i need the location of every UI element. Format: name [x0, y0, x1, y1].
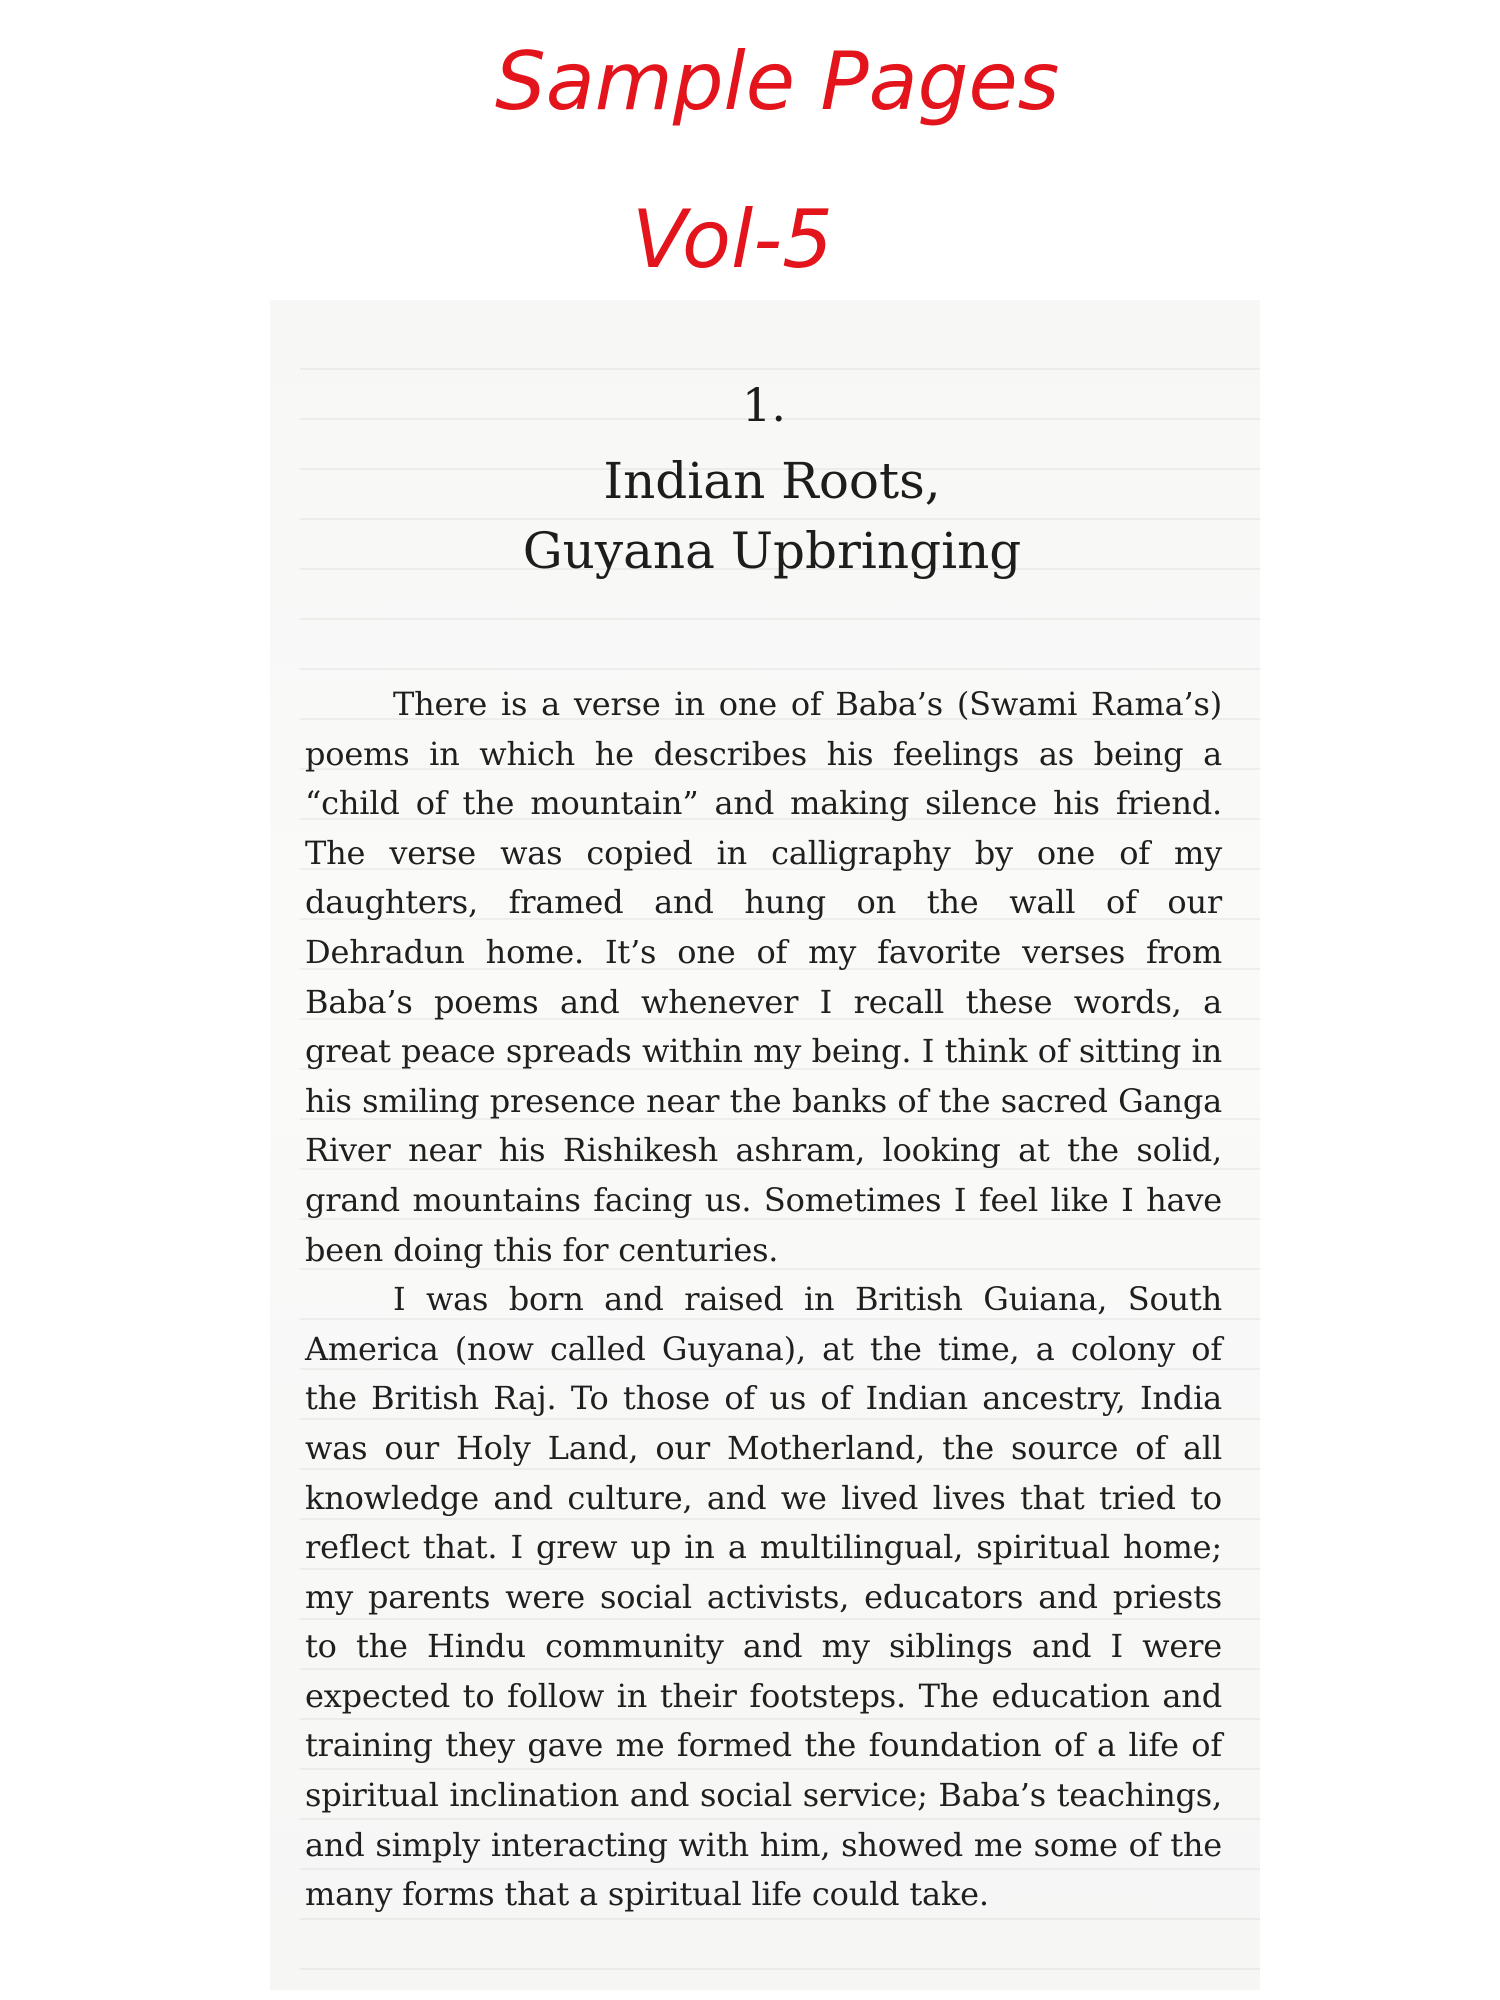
- sample-pages-banner: Sample Pages: [495, 35, 1060, 128]
- paragraph: I was born and raised in British Guiana, South America (now called Guyana), at the time, a colony of the British Raj. To those of us of Indian ancestry, India was our Holy Land, our Motherland, the source of all knowledge and culture, and we lived lives that tried to reflect that. I grew up in a multilingual, spiritual home; my parents were social activists, educators and priests to the Hindu community and my siblings and I were expected to follow in their footsteps. The education and training they gave me formed the foundation of a life of spiritual inclination and social service; Baba’s teachings, and simply interacting with him, showed me some of the many forms that a spiritual life could take.: [305, 1280, 1222, 1914]
- chapter-title-line-2: Guyana Upbringing: [522, 522, 1022, 580]
- chapter-body: [305, 680, 1222, 1920]
- paragraph: There is a verse in one of Baba’s (Swami Rama’s) poems in which he describes his feelings as being a “child of the mountain” and making silence his friend. The verse was copied in calligraphy by one of my daughters, framed and hung on the wall of our Dehradun home. It’s one of my favorite verses from Baba’s poems and whenever I recall these words, a great peace spreads within my being. I think of sitting in his smiling presence near the banks of the sacred Ganga River near his Rishikesh ashram, looking at the solid, grand mountains facing us. Sometimes I feel like I have been doing this for centuries.: [305, 685, 1222, 1269]
- chapter-title-line-1: Indian Roots,: [603, 452, 941, 510]
- volume-label: Vol-5: [632, 193, 833, 286]
- chapter-number: 1.: [742, 378, 786, 432]
